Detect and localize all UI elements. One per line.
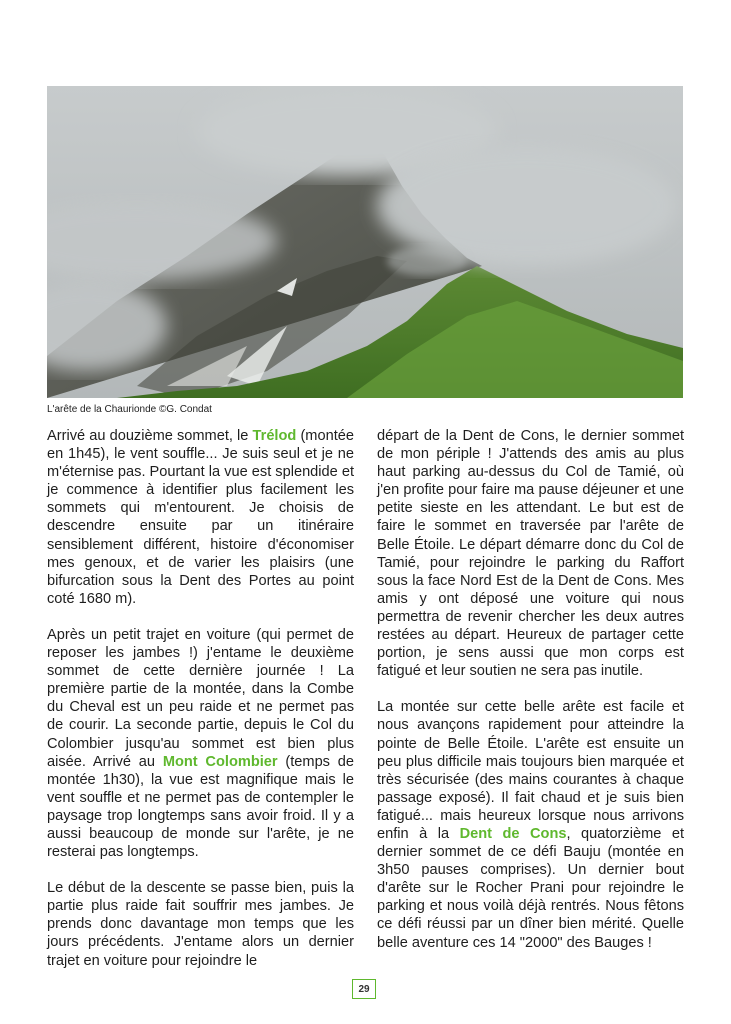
text-run: Le début de la descente se passe bien, puis la partie plus raide fait souffrir mes jambes. Je prends donc davantage mon temps que les jours précédents. J'entame alors un dernier trajet en voiture pour rejoindre le [47, 880, 354, 969]
article-paragraph [47, 427, 354, 608]
article-paragraph [47, 879, 354, 969]
text-run: départ de la Dent de Cons, le dernier sommet de mon périple ! J'attends des amis au plus haut parking au-dessus du Col de Tamié, où j'en profite pour faire ma pause déjeuner et une petite sieste en les attendant. Le but est de faire le sommet en traversée par l'arête de Belle Étoile. Le départ démarre donc du Col de Tamié, pour rejoindre le parking du Raffort sous la face Nord Est de la Dent de Cons. Mes amis y ont déposé une voiture qui nous permettra de revenir chercher les deux autres restées au départ. Heureux de partager cette portion, je sens aussi que mon corps est fatigué et leur soutien ne sera pas inutile. [377, 428, 684, 680]
article-paragraph [47, 626, 354, 861]
mountain-photo [47, 86, 683, 398]
text-run: , quatorzième et dernier sommet de ce défi Bauju (montée en 3h50 pauses comprises). Un dernier bout d'arête sur le Rocher Prani pour rejoindre le parking et nous voilà déjà rentrés. Nous fêtons ce défi réussi par un dîner bien mérité. Quelle belle aventure ces 14 "2000" des Bauges ! [377, 825, 684, 951]
text-run: Arrivé au douzième sommet, le [47, 428, 253, 444]
summit-name: Dent de Cons [459, 825, 567, 842]
article-column-right [377, 427, 684, 952]
summit-name: Trélod [252, 428, 297, 444]
text-run: (montée en 1h45), le vent souffle... Je suis seul et je ne m'éternise pas. Pourtant la vue est splendide et je commence à identifier plus facilement les sommets qui m'entourent. Je choisis de descendre ensuite par un itinéraire sensiblement différent, histoire d'économiser mes genoux, et de varier les plaisirs (une bifurcation sous la Dent des Portes au point coté 1680 m). [47, 428, 355, 607]
photo-caption: L'arête de la Chaurionde ©G. Condat [47, 404, 212, 415]
page-number: 29 [352, 979, 376, 999]
article-column-left [47, 427, 354, 970]
text-run: La montée sur cette belle arête est facile et nous avançons rapidement pour atteindre la pointe de Belle Étoile. L'arête est ensuite un peu plus difficile mais toujours bien marquée et très sécurisée (des mains courantes à chaque passage exposé). Il fait chaud et je suis bien fatigué... mais heureux lorsque nous arrivons enfin à la [377, 699, 684, 842]
text-run: (temps de montée 1h30), la vue est magnifique mais le vent souffle et ne permet pas de contempler le paysage trop longtemps sans avoir froid. Il y a aussi beaucoup de monde sur l'arête, je ne resterai pas longtemps. [47, 753, 354, 861]
summit-name: Mont Colombier [162, 753, 278, 770]
text-run: Après un petit trajet en voiture (qui permet de reposer les jambes !) j'entame le deuxième sommet de cette dernière journée ! La première partie de la montée, dans la Combe du Cheval est un peu raide et ne permet pas de courir. La seconde partie, depuis le Col du Colombier jusqu'au sommet est bien plus aisée. Arrivé au [47, 626, 354, 770]
article-paragraph [377, 698, 684, 951]
article-paragraph [377, 427, 684, 680]
